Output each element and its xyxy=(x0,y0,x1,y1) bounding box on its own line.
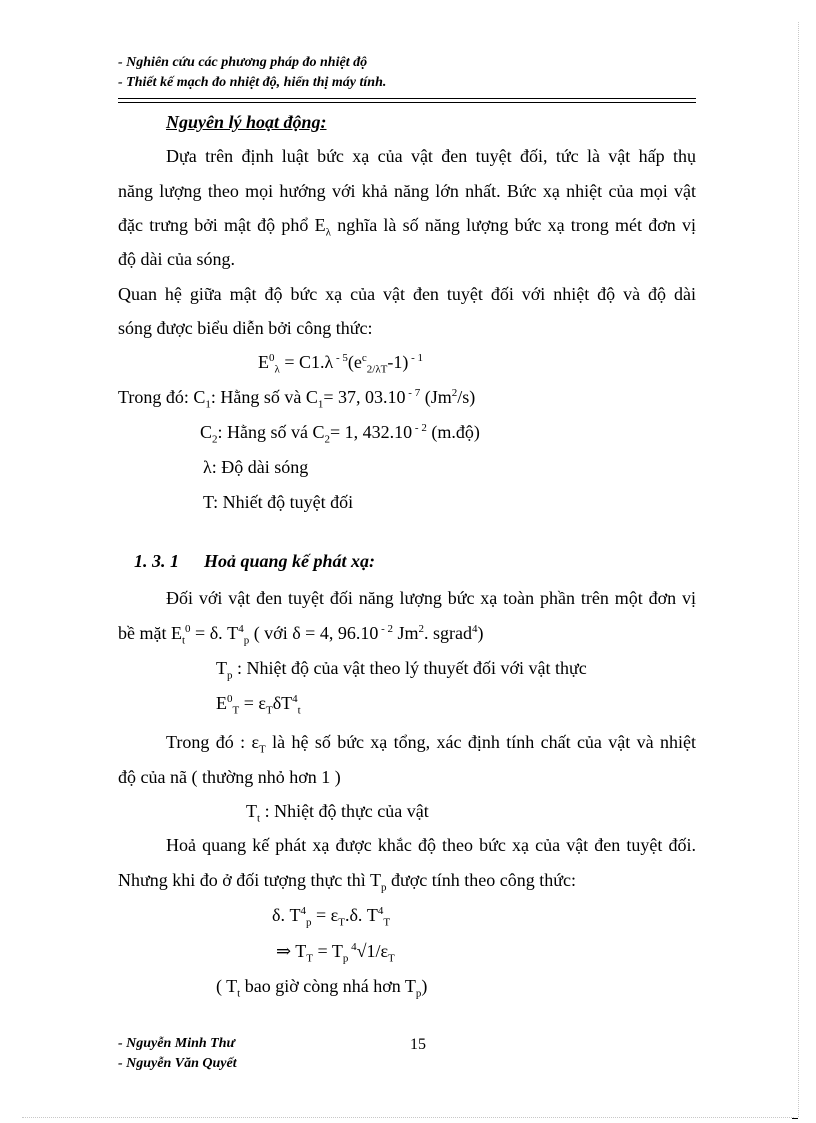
def-lambda: λ: Độ dài sóng xyxy=(203,457,309,477)
s2-para3-line1: Hoả quang kế phát xạ được khắc độ theo bức xạ của vật đen tuyệt đối. xyxy=(166,835,696,855)
corner-mark xyxy=(792,1118,798,1119)
equation-delta: δ. $T^4_p = \varepsilon_T.\delta$. $T^4_T$ xyxy=(272,905,391,929)
header-line-2: - Thiết kế mạch đo nhiệt độ, hiển thị máy tính. xyxy=(118,75,387,90)
def-temperature: T: Nhiết độ tuyệt đối xyxy=(203,492,354,512)
implies-arrow-icon: ⇒ xyxy=(276,941,292,961)
page-number: 15 xyxy=(410,1036,426,1053)
para2-line1: Quan hệ giữa mật độ bức xạ của vật đen tuyệt đối với nhiệt độ và độ dài xyxy=(118,284,696,304)
header-rule-top xyxy=(118,98,696,99)
section-number: 1. 3. 1 xyxy=(134,551,179,571)
def-tp: $T_p$ : Nhiệt độ của vật theo lý thuyết đối với vật thực xyxy=(216,658,587,682)
para1-line1: Dựa trên định luật bức xạ của vật đen tuyệt đối, tức là vật hấp thụ xyxy=(166,146,696,166)
s2-para2-line1: Trong đó : $\varepsilon_T$ là hệ số bức xạ tổng, xác định tính chất của vật và nhiệt xyxy=(166,732,696,756)
para2-line2: sóng được biểu diễn bởi công thức: xyxy=(118,318,373,338)
para1-line3: đặc trưng bởi mật độ phổ $E_\lambda$ nghĩa là số năng lượng bức xạ trong mét đơn vị xyxy=(118,215,696,239)
s2-para3-line2: Nhưng khi đo ở đối tượng thực thì $T_p$ được tính theo công thức: xyxy=(118,870,576,894)
def-c2: $C_2$: Hằng số vá $C_2= 1$, 432.10 $^{- 2}$ (m.độ) xyxy=(200,422,480,446)
page-border-right xyxy=(798,22,799,1117)
header-rule-bottom xyxy=(118,102,696,103)
s2-para2-line2: độ của nã ( thường nhỏ hơn 1 ) xyxy=(118,767,341,787)
s2-para1-line2: bề mặt $E_t^0 = \delta$. $T^4_p$ ( với δ = 4, 96.10 $^{- 2}$ Jm$^2$. sgrad$^4$) xyxy=(118,623,484,647)
section-title: Hoả quang kế phát xạ: xyxy=(204,551,376,571)
note-tt-less-than-tp: ( $T_t$ bao giờ còng nhá hơn $T_p$) xyxy=(216,976,428,1000)
def-c1: Trong đó: $C_1$: Hằng số và $C_1= 37$, 03.10 $^{- 7}$ (Jm$^2$/s) xyxy=(118,387,476,411)
header-line-1: - Nghiên cứu các phương pháp đo nhiệt độ xyxy=(118,55,368,70)
s2-para1-line1: Đối với vật đen tuyệt đối năng lượng bức xạ toàn phần trên một đơn vị xyxy=(166,588,696,608)
page-border-bottom xyxy=(22,1117,794,1118)
equation-tt-result: ⇒ $T_T = T_p$ $^4√1/\varepsilon_T$ xyxy=(276,941,395,965)
planck-formula: $E^0_\lambda = C1.\lambda$ $^{- 5}(e^c_{2/\lambda T}-1)$ $^{- 1}$ xyxy=(258,352,424,376)
section-heading-principle: Nguyên lý hoạt động: xyxy=(166,112,327,132)
footer-author-1: - Nguyễn Minh Thư xyxy=(118,1036,235,1051)
def-tt: $T_t$ : Nhiệt độ thực của vật xyxy=(246,801,429,825)
footer-author-2: - Nguyễn Văn Quyết xyxy=(118,1056,237,1071)
para1-line4: độ dài của sóng. xyxy=(118,249,235,269)
equation-e0t: $E^0_T = \varepsilon_T\delta T^4_t$ xyxy=(216,693,301,717)
para1-line2: năng lượng theo mọi hướng với khả năng lớn nhất. Bức xạ nhiệt của mọi vật xyxy=(118,181,696,201)
